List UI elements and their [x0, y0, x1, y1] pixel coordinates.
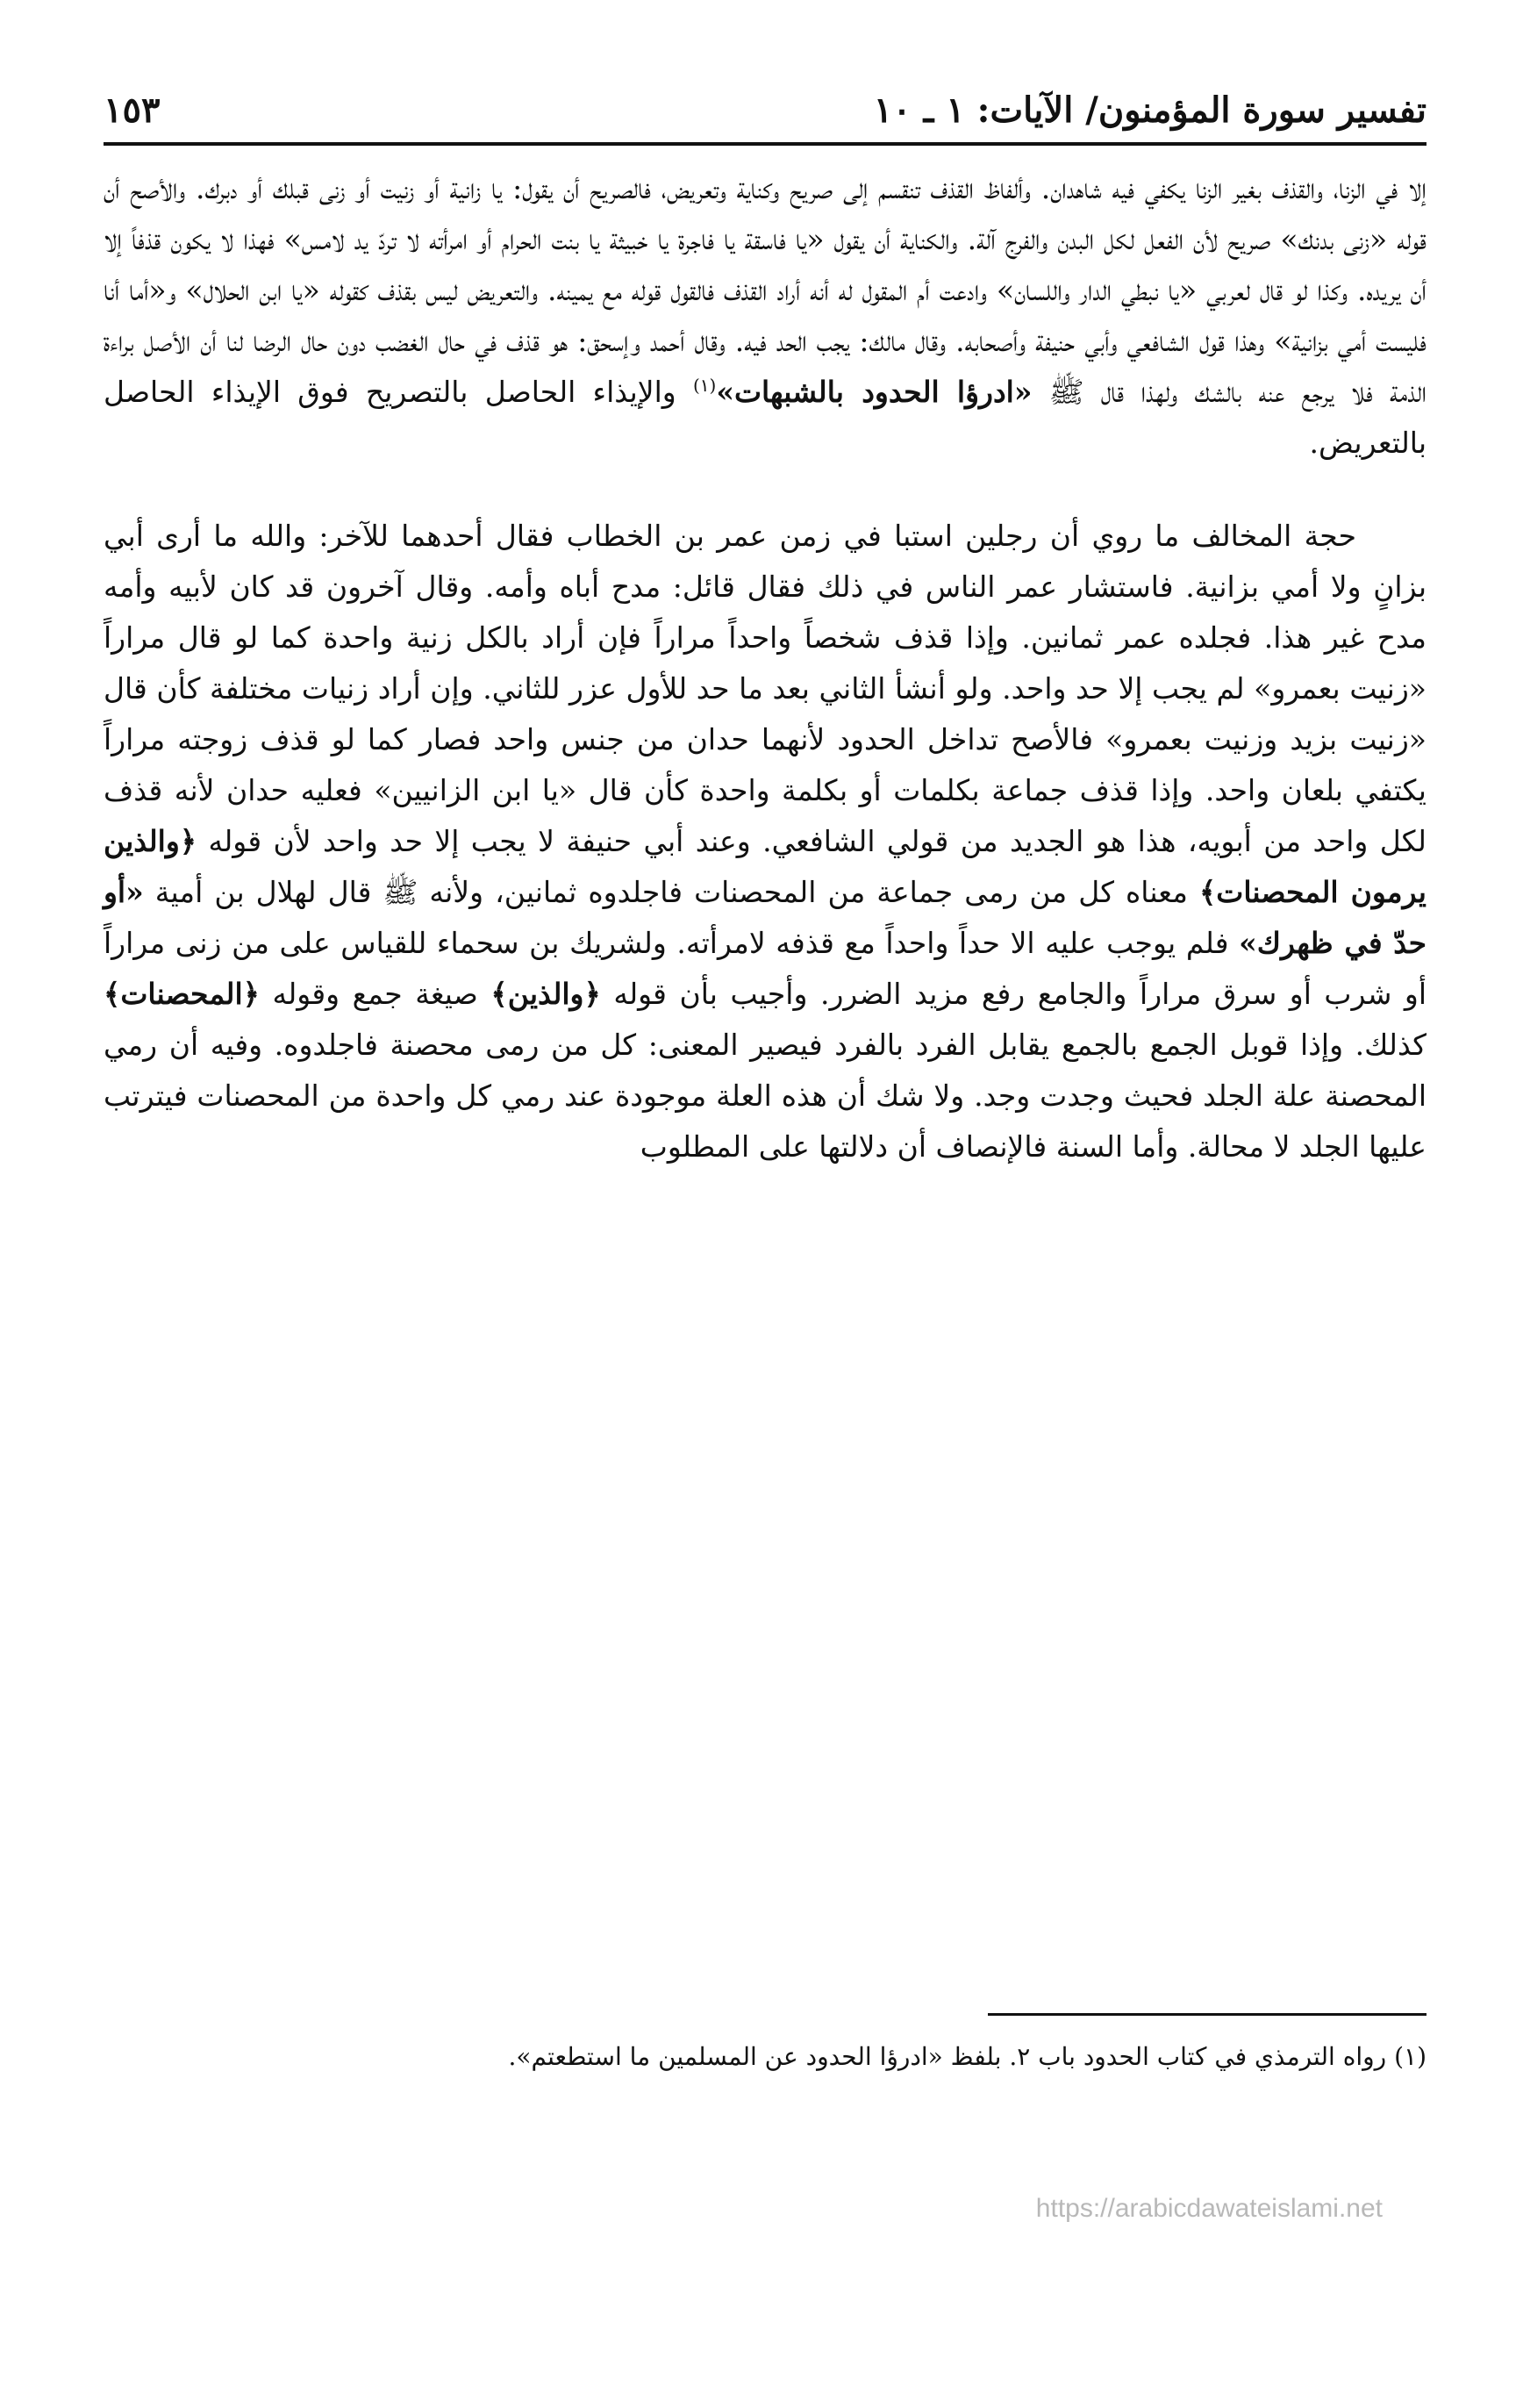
footnote-reference[interactable]: (١)	[692, 375, 717, 396]
hadith-quote: «ادرؤا الحدود بالشبهات»	[716, 375, 1033, 409]
para2-text-a: حجة المخالف ما روي أن رجلين استبا في زمن عمر بن الخطاب فقال أحدهما للآخر: والله ما أرى أبي بزانٍ ولا أمي بزانية. فاستشار عمر الناس في ذلك فقال قائل: مدح أباه وأمه. وقال آخرون قد كان لأبيه وأمه مدح غير هذا. فجلده عمر ثمانين. وإذا قذف شخصاً واحداً مراراً فإن أراد بالكل زنية واحدة كما لو قال مراراً «زنيت بعمرو» لم يجب إلا حد واحد. ولو أنشأ الثاني بعد ما حد للأول عزر للثاني. وإن أراد زنيات مختلفة كأن قال «زنيت بزيد وزنيت بعمرو» فالأصح تداخل الحدود لأنهما حدان من جنس واحد فصار كما لو قذف زوجته مراراً يكتفي بلعان واحد. وإذا قذف جماعة بكلمات أو بكلمة واحدة كأن قال «يا ابن الزانيين» فعليه حدان لأنه قذف لكل واحد من أبويه، هذا هو الجديد من قولي الشافعي. وعند أبي حنيفة لا يجب إلا حد واحد لأن قوله	[104, 519, 1426, 858]
para2-text-d: صيغة جمع وقوله	[272, 977, 478, 1011]
paragraph-1	[104, 163, 1426, 469]
quran-quote-3: ﴿المحصنات﴾	[104, 977, 260, 1011]
para1-text-b: والإيذاء الحاصل بالتصريح فوق الإيذاء الحاصل بالتعريض.	[104, 375, 1426, 460]
page-header	[104, 84, 1426, 140]
para2-text-b: معناه كل من رمى جماعة من المحصنات فاجلدوه ثمانين، ولأنه ﷺ قال لهلال بن أمية	[154, 875, 1188, 909]
watermark-url: https://arabicdawateislami.net	[1035, 2194, 1383, 2223]
hadith-quote-2: «أو حدّ في ظهرك»	[104, 875, 1426, 960]
running-title: تفسير سورة المؤمنون/ الآيات: ١ ـ ١٠	[873, 90, 1426, 131]
quran-quote-2: ﴿والذين﴾	[490, 977, 601, 1011]
para2-text-c: فلم يوجب عليه الا حداً واحداً مع قذفه لامرأته. ولشريك بن سحماء للقياس على من زنى مراراً أو شرب أو سرق مراراً والجامع رفع مزيد الضرر. وأجيب بأن قوله	[104, 926, 1427, 1011]
para1-text-a: إلا في الزنا، والقذف بغير الزنا يكفي فيه شاهدان. وألفاظ القذف تنقسم إلى صريح وكناية وتعريض، فالصريح أن يقول: يا زانية أو زنيت أو زنى قبلك أو دبرك. والأصح أن قوله «زنى بدنك» صريح لأن الفعل لكل البدن والفرج آلة. والكناية أن يقول «يا فاسقة يا فاجرة يا خبيثة يا بنت الحرام أو امرأته لا تردّ يد لامس» فهذا لا يكون قذفاً إلا أن يريده. وكذا لو قال لعربي «يا نبطي الدار واللسان» وادعت أم المقول له أنه أراد القذف فالقول قوله مع يمينه. والتعريض ليس بقذف كقوله «يا ابن الحلال» و«أما أنا فليست أمي بزانية» وهذا قول الشافعي وأبي حنيفة وأصحابه. وقال مالك: يجب الحد فيه. وقال أحمد وإسحق: هو قذف في حال الغضب دون حال الرضا لنا أن الأصل براءة الذمة فلا يرجع عنه بالشك ولهذا قال ﷺ	[104, 171, 1427, 409]
body-text	[104, 163, 1426, 1172]
quran-quote-1: ﴿والذين يرمون المحصنات﴾	[104, 824, 1426, 909]
header-rule	[104, 142, 1426, 146]
footnote: (١) رواه الترمذي في كتاب الحدود باب ٢. بلفظ «ادرؤا الحدود عن المسلمين ما استطعتم».	[508, 2042, 1426, 2071]
page-number: ١٥٣	[104, 90, 161, 131]
para2-text-e: كذلك. وإذا قوبل الجمع بالجمع يقابل الفرد بالفرد فيصير المعنى: كل من رمى محصنة فاجلدوه. وفيه أن رمي المحصنة علة الجلد فحيث وجدت وجد. ولا شك أن هذه العلة موجودة عند رمي كل واحدة من المحصنات فيترتب عليها الجلد لا محالة. وأما السنة فالإنصاف أن دلالتها على المطلوب	[104, 1028, 1426, 1164]
paragraph-2	[104, 511, 1426, 1172]
footnote-rule	[988, 2013, 1426, 2016]
